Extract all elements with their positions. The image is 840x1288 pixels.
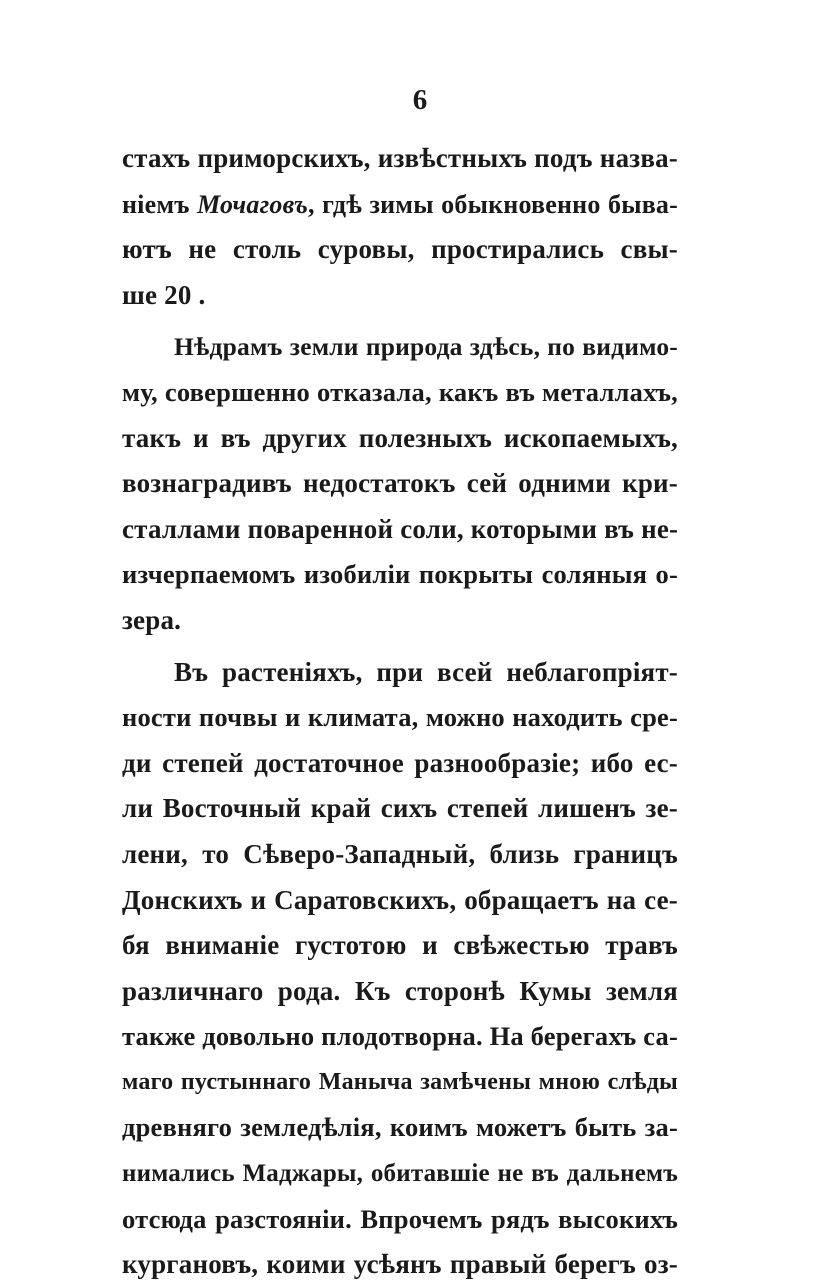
text-line: ли Восточный край сихъ степей лишенъ зе- bbox=[122, 793, 678, 824]
text-line: нимались Маджары, обитавшіе не въ дальнемъ bbox=[122, 1160, 678, 1188]
italic-term: Мочаговъ bbox=[197, 189, 308, 219]
text-line: древняго земледѣлія, коимъ можетъ быть за- bbox=[122, 1112, 678, 1143]
text-line: также довольно плодотворна. На берегахъ са- bbox=[122, 1021, 679, 1052]
text-line: Въ растеніяхъ, при всей неблагопріят- bbox=[174, 656, 678, 687]
text-line: зера. bbox=[122, 604, 182, 635]
text-segment: ніемъ bbox=[122, 189, 198, 219]
text-line: вознаградивъ недостатокъ сей одними кри- bbox=[122, 468, 678, 499]
text-line: кургановъ, коими усѣянъ правый берегъ оз- bbox=[122, 1249, 678, 1280]
text-line bbox=[122, 182, 678, 228]
text-line: маго пустыннаго Маныча замѣчены мною слѣды bbox=[122, 1068, 678, 1095]
text-line: такъ и въ других полезныхъ ископаемыхъ, bbox=[122, 422, 678, 453]
text-line: ше 20 . bbox=[122, 279, 206, 310]
text-line: лени, то Сѣверо-Западный, близь границъ bbox=[122, 838, 678, 869]
text-line: стахъ приморскихъ, извѣстныхъ подъ назва- bbox=[122, 143, 678, 173]
text-line: сталлами поваренной соли, которыми въ не- bbox=[122, 513, 679, 544]
text-line: различнаго рода. Къ сторонѣ Кумы земля bbox=[122, 975, 678, 1006]
text-segment: , гдѣ зимы обыкновенно быва- bbox=[307, 189, 678, 219]
text-line: отсюда разстояніи. Впрочемъ рядъ высокихъ bbox=[122, 1203, 678, 1234]
text-line: му, совершенно отказала, какъ въ металлахъ, bbox=[122, 376, 678, 407]
text-line: Донскихъ и Саратовскихъ, обращаетъ на се- bbox=[122, 884, 678, 915]
text-line: ди степей достаточное разнообразіе; ибо ес- bbox=[122, 747, 678, 778]
text-line: Нѣдрамъ земли природа здѣсь, по видимо- bbox=[174, 332, 678, 362]
text-line: ютъ не столь суровы, простирались свы- bbox=[122, 234, 678, 265]
text-line: бя вниманіе густотою и свѣжестью травъ bbox=[122, 930, 678, 961]
text-line: изчерпаемомъ изобиліи покрыты соляныя о- bbox=[122, 559, 678, 590]
page-body bbox=[122, 136, 678, 1288]
text-line: ности почвы и климата, можно находить сре- bbox=[122, 702, 678, 733]
page-number: 6 bbox=[412, 84, 428, 116]
